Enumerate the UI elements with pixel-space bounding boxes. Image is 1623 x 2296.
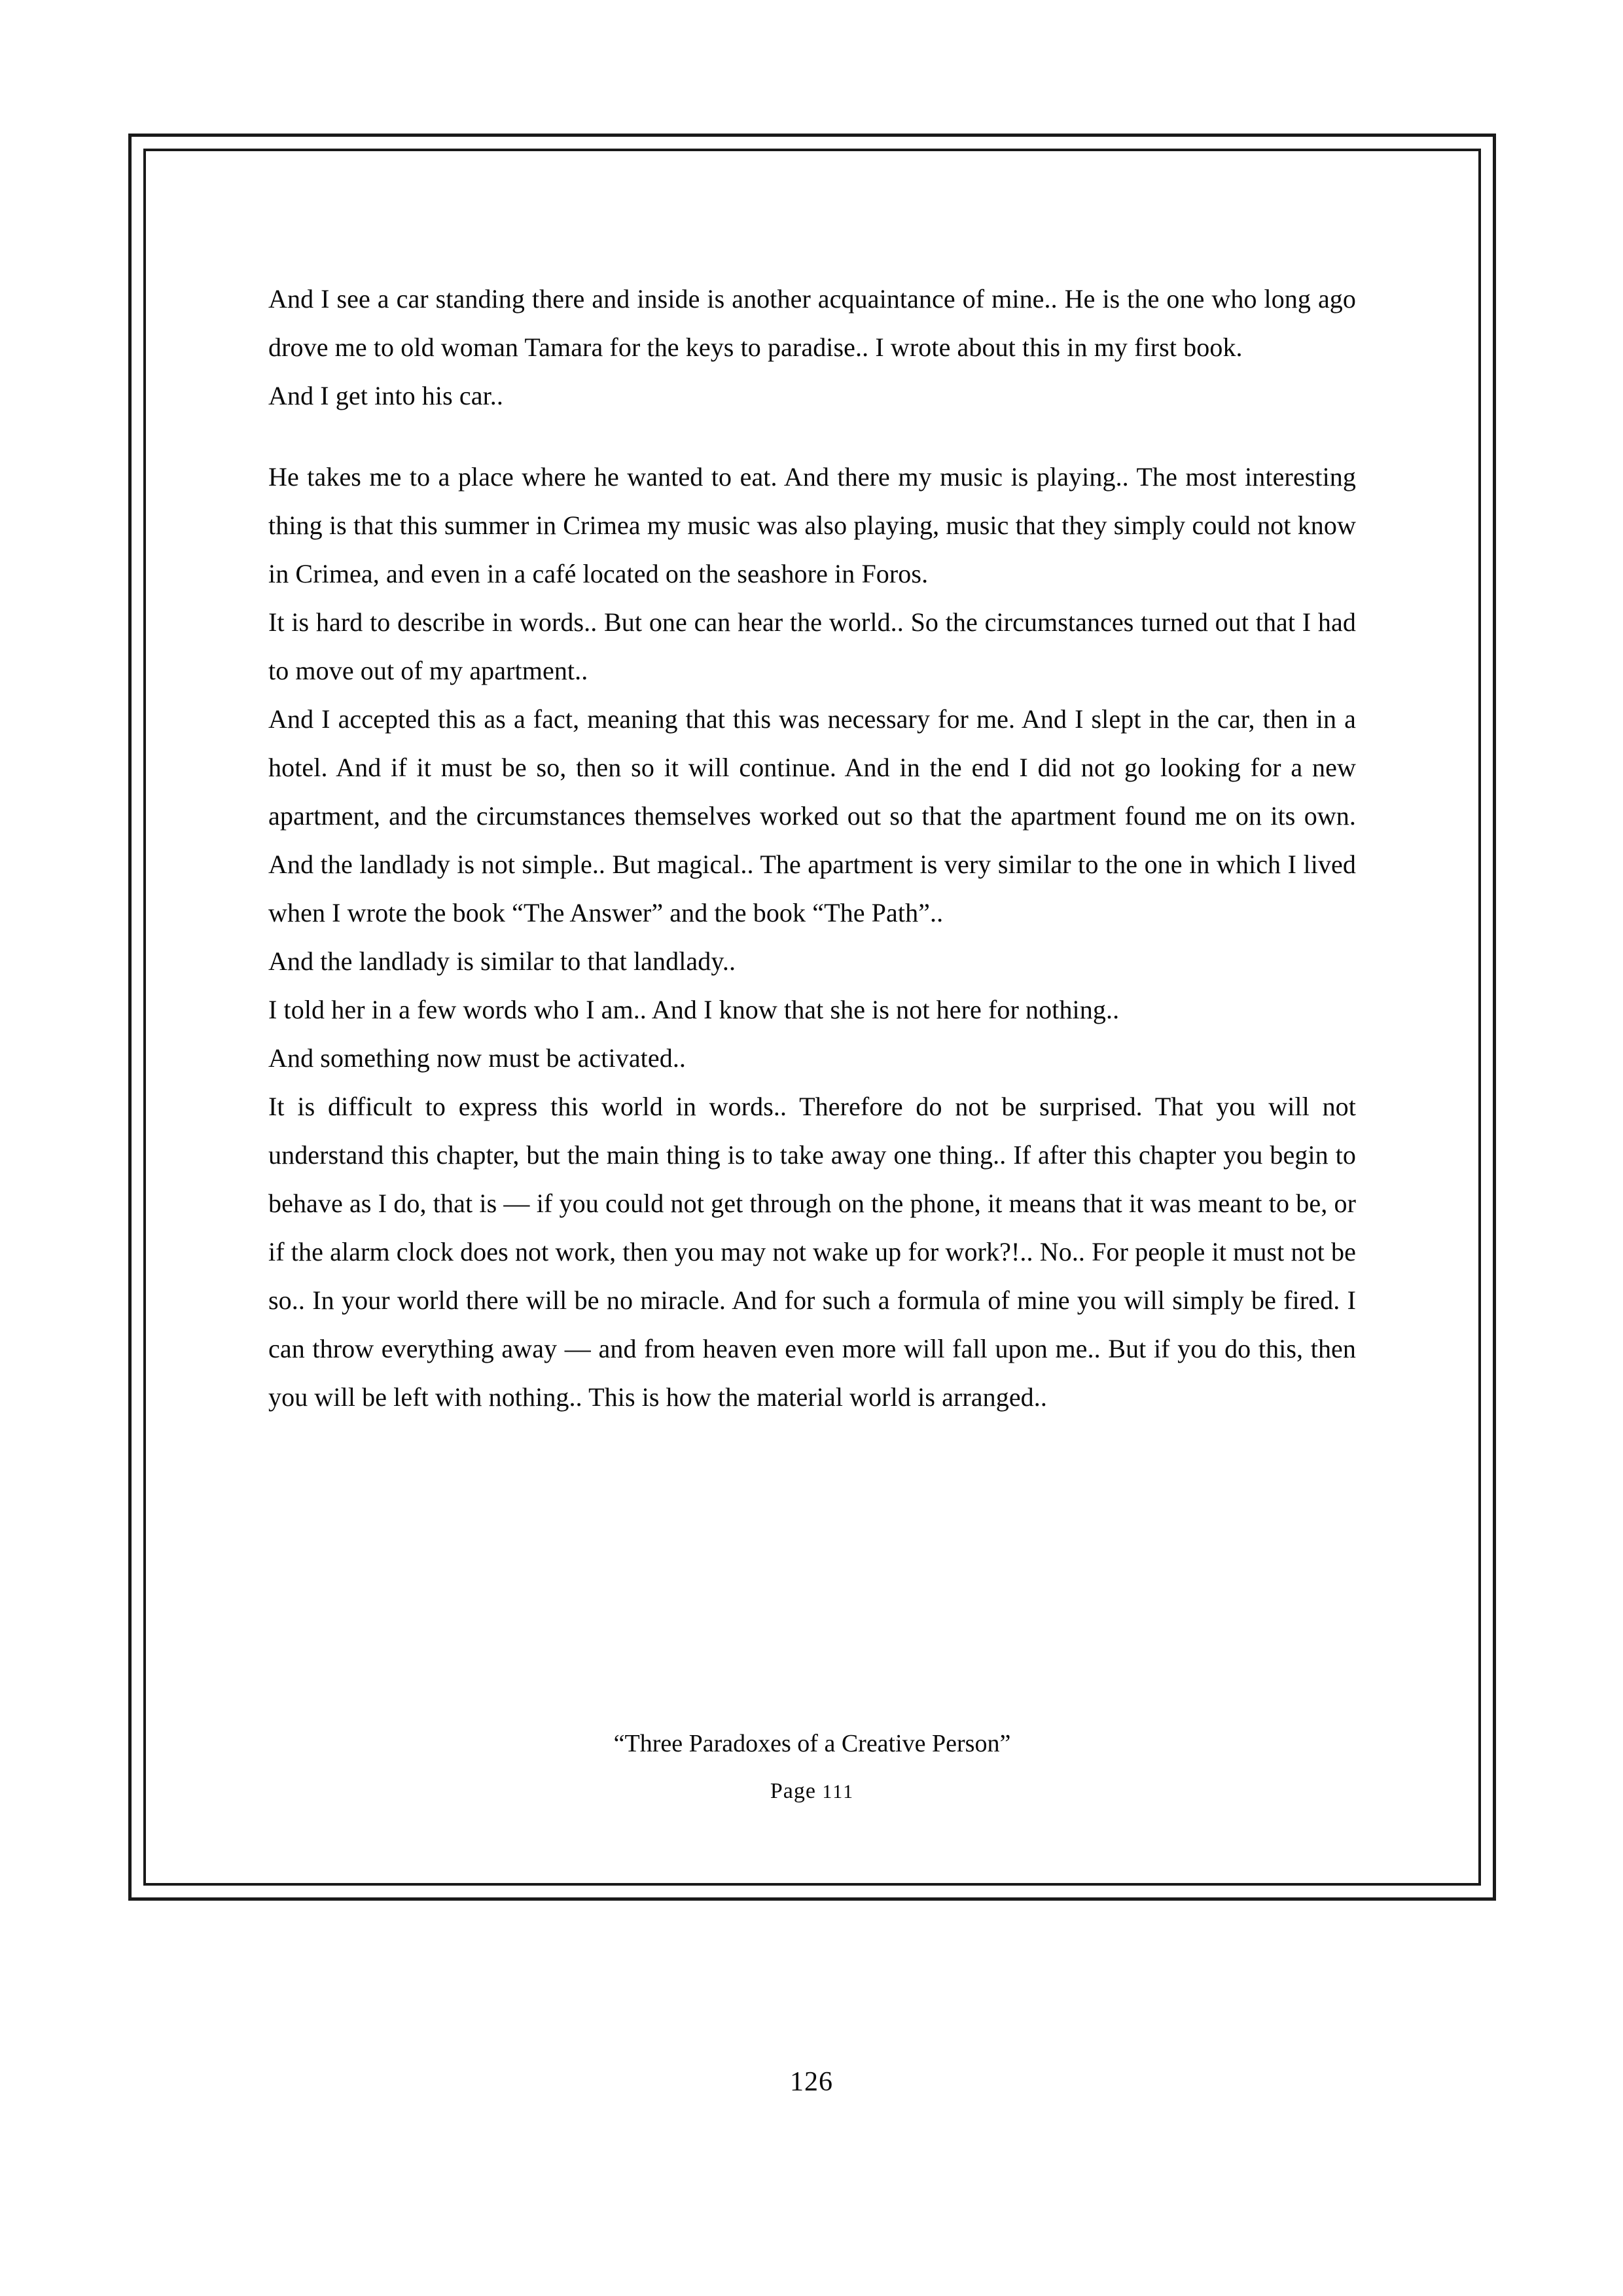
source-book-title: “Three Paradoxes of a Creative Person” — [613, 1730, 1011, 1757]
page-folio-number: 126 — [790, 2067, 833, 2097]
body-paragraph: And I see a car standing there and inside is another acquaintance of mine.. He is the one who long ago drove me to old woman Tamara for the keys to paradise.. I wrote about this in my first book. — [268, 284, 1356, 362]
body-paragraph: And I accepted this as a fact, meaning that this was necessary for me. And I slept in the car, then in a hotel. And if it must be so, then so it will continue. And in the end I did not go looking for a new apartment, and the circumstances themselves worked out so that the apartment found me on its own. And the landlady is not simple.. But magical.. The apartment is very similar to the one in which I lived when I wrote the book “The Answer” and the book “The Path”.. — [268, 704, 1356, 927]
body-text-column — [268, 275, 1356, 1422]
body-paragraph: It is difficult to express this world in words.. Therefore do not be surprised. That you will not understand this chapter, but the main thing is to take away one thing.. If after this chapter you begin to behave as I do, that is — if you could not get through on the phone, it means that it was meant to be, or if the alarm clock does not work, then you may not wake up for work?!.. No.. For people it must not be so.. In your world there will be no miracle. And for such a formula of mine you will simply be fired. I can throw everything away — and from heaven even more will fall upon me.. But if you do this, then you will be left with nothing.. This is how the material world is arranged.. — [268, 1092, 1356, 1412]
body-paragraph: And something now must be activated.. — [268, 1043, 687, 1073]
body-paragraph: And I get into his car.. — [268, 381, 504, 410]
source-page-label: Page — [770, 1779, 816, 1803]
body-paragraph: It is hard to describe in words.. But one can hear the world.. So the circumstances turned out that I had to move out of my apartment.. — [268, 607, 1356, 685]
colophon — [268, 1725, 1356, 1810]
source-page-number: 111 — [822, 1781, 855, 1803]
body-paragraph: And the landlady is similar to that landlady.. — [268, 946, 736, 976]
source-page-reference — [268, 1774, 1356, 1810]
body-paragraph: I told her in a few words who I am.. And I know that she is not here for nothing.. — [268, 995, 1120, 1024]
body-paragraph: He takes me to a place where he wanted to eat. And there my music is playing.. The most interesting thing is that this summer in Crimea my music was also playing, music that they simply could not know in Crimea, and even in a café located on the seashore in Foros. — [268, 462, 1356, 588]
